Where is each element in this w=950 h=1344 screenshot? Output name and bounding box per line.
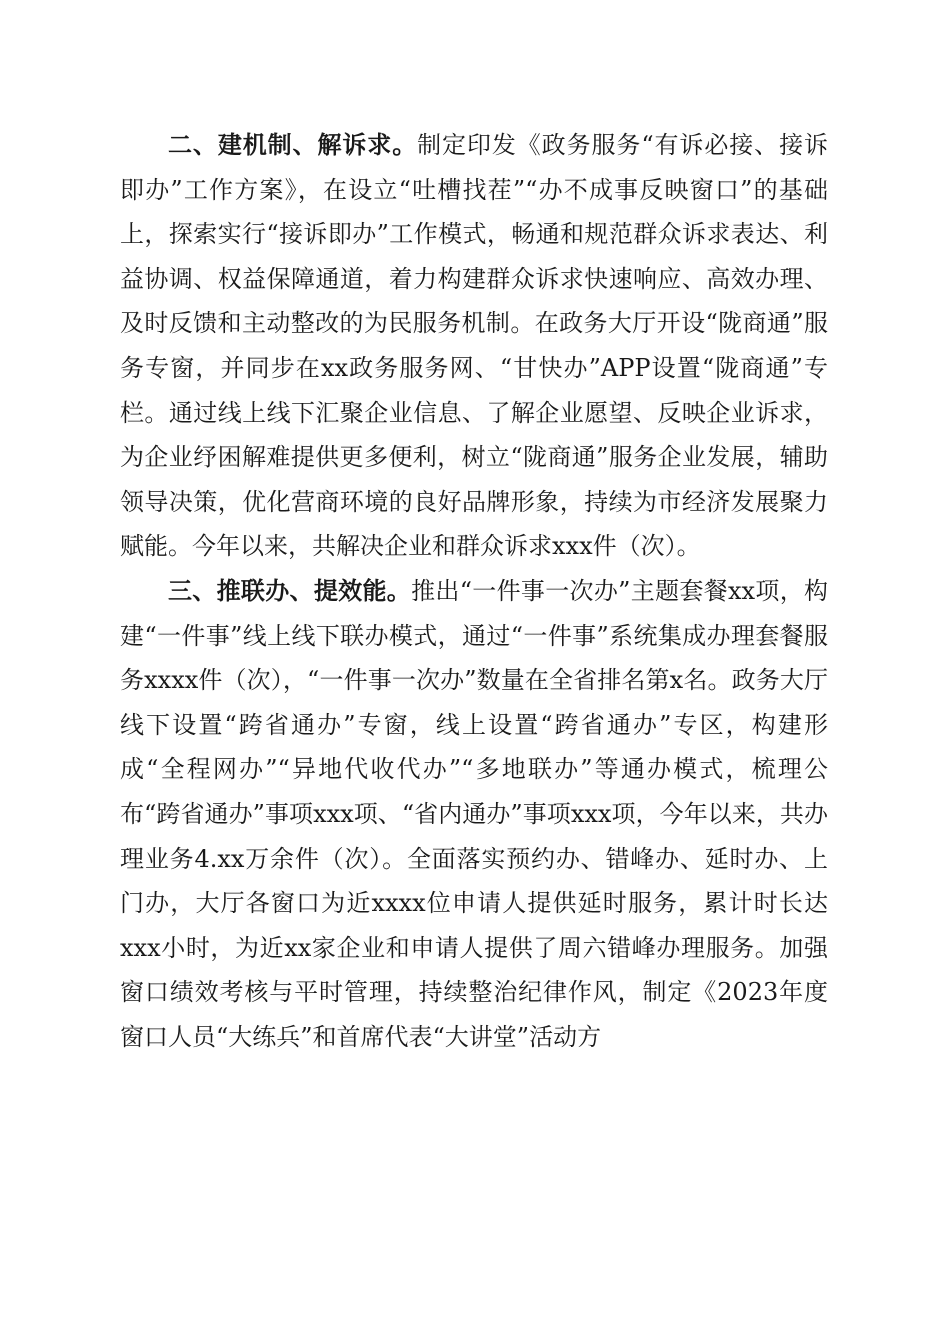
section-body-joint-handling: 推出“一件事一次办”主题套餐xx项，构建“一件事”线上线下联办模式，通过“一件事”系统集成办理套餐服务xxxx件（次），“一件事一次办”数量在全省排名第x名。政务大厅线下设置“跨省通办”专窗，线上设置“跨省通办”专区，构建形成“全程网办”“异地代收代办”“多地联办”等通办模式，梳理公布“跨省通办”事项xxx项、“省内通办”事项xxx项，今年以来，共办理业务4.xx万余件（次）。全面落实预约办、错峰办、延时办、上门办，大厅各窗口为近xxxx位申请人提供延时服务，累计时长达xxx小时，为近xx家企业和申请人提供了周六错峰办理服务。加强窗口绩效考核与平时管理，持续整治纪律作风，制定《2023年度窗口人员“大练兵”和首席代表“大讲堂”活动方 — [120, 576, 829, 1051]
paragraph-joint-handling — [120, 569, 828, 1060]
paragraph-mechanism — [120, 123, 828, 569]
document-body — [120, 123, 828, 1059]
section-body-mechanism: 制定印发《政务服务“有诉必接、接诉即办”工作方案》，在设立“吐槽找茬”“办不成事反映窗口”的基础上，探索实行“接诉即办”工作模式，畅通和规范群众诉求表达、利益协调、权益保障通道，着力构建群众诉求快速响应、高效办理、及时反馈和主动整改的为民服务机制。在政务大厅开设“陇商通”服务专窗，并同步在xx政务服务网、“甘快办”APP设置“陇商通”专栏。通过线上线下汇聚企业信息、了解企业愿望、反映企业诉求，为企业纾困解难提供更多便利，树立“陇商通”服务企业发展，辅助领导决策，优化营商环境的良好品牌形象，持续为市经济发展聚力赋能。今年以来，共解决企业和群众诉求xxx件（次）。 — [120, 131, 828, 561]
section-heading-mechanism: 二、建机制、解诉求。 — [168, 131, 418, 159]
section-heading-joint-handling: 三、推联办、提效能。 — [168, 576, 412, 605]
